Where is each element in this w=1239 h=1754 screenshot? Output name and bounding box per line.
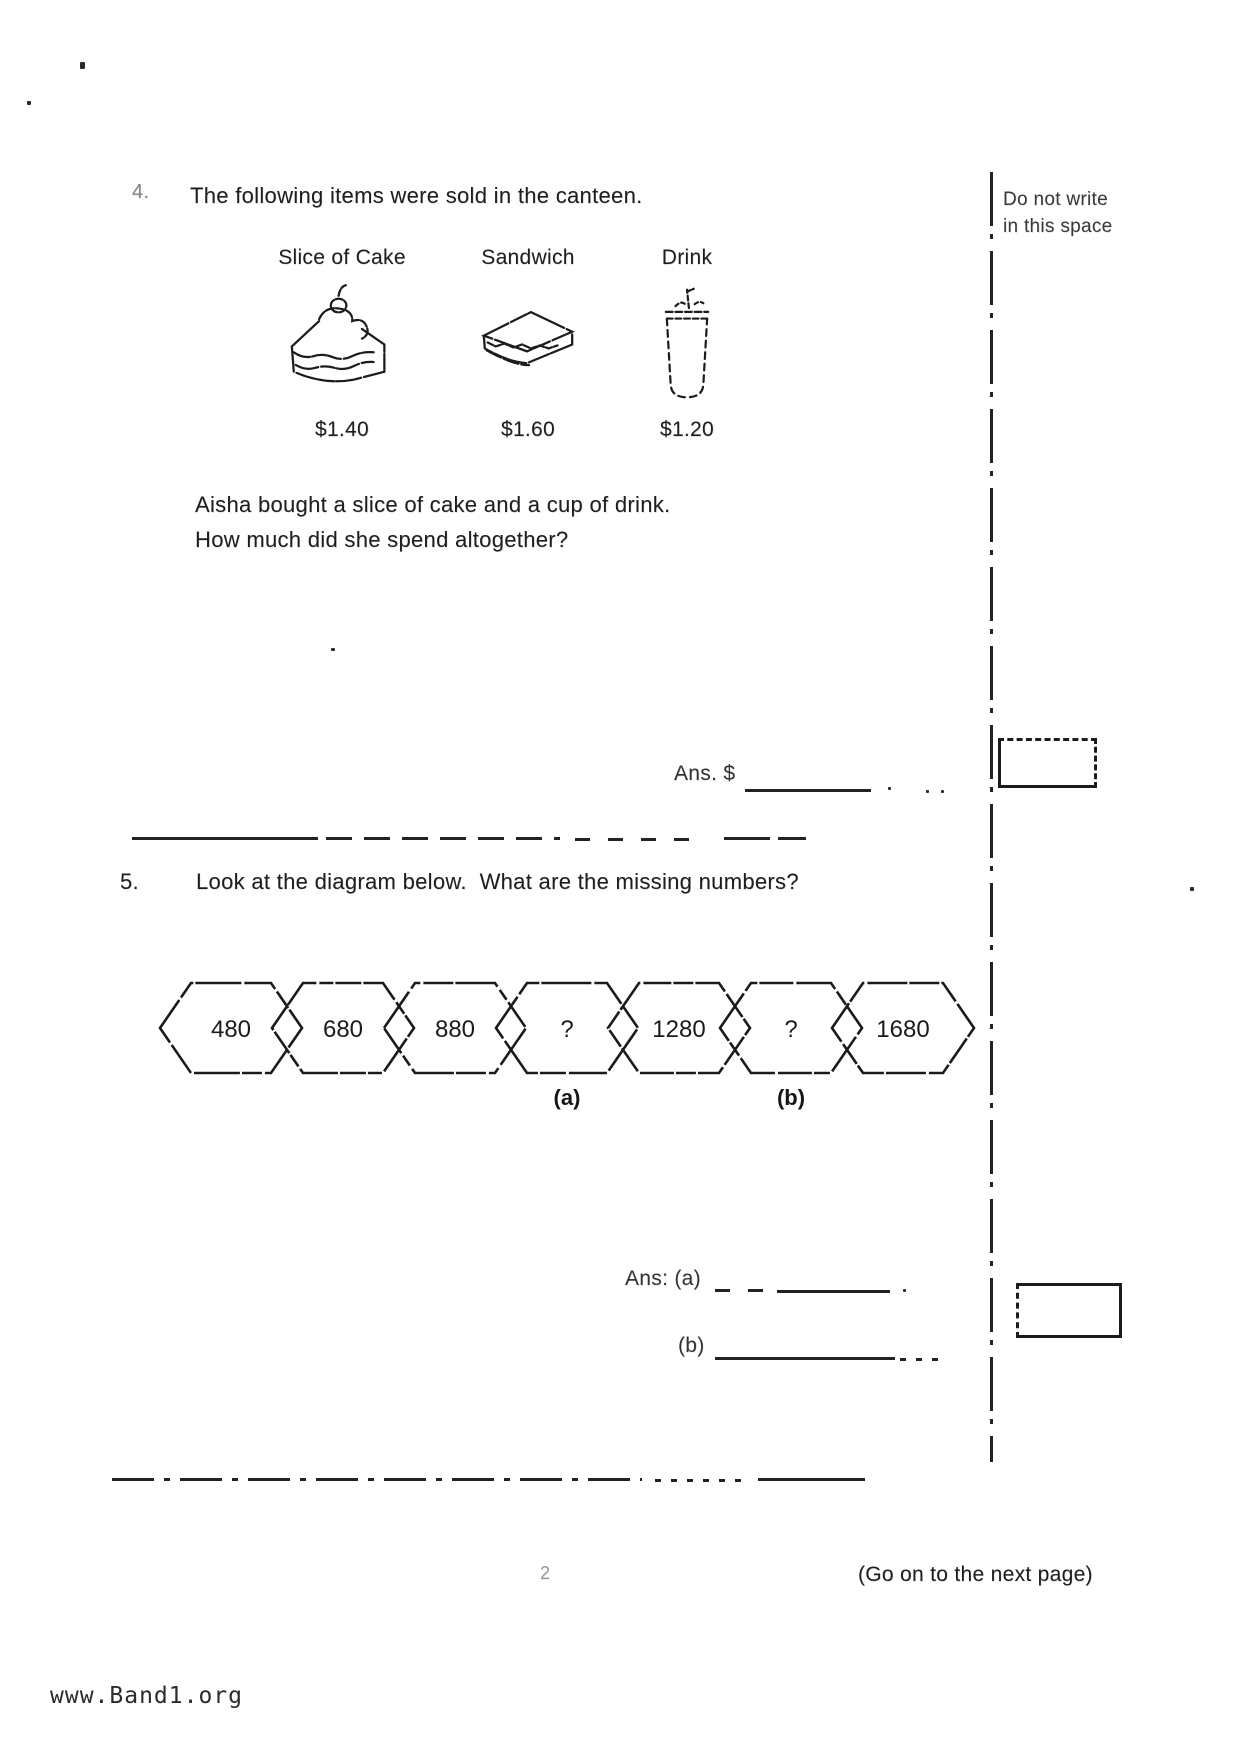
q5-answer-blank-b: [900, 1358, 948, 1361]
menu-item-sandwich: [446, 246, 610, 442]
section-separator: [724, 837, 770, 840]
hexagon-value: 1280: [652, 1016, 706, 1043]
website-watermark: www.Band1.org: [50, 1683, 244, 1709]
hexagon-value: ?: [560, 1016, 574, 1043]
scan-speck: [27, 101, 31, 105]
scan-speck: [903, 1289, 906, 1292]
sandwich-icon: [474, 270, 582, 418]
item-price-drink: $1.20: [659, 418, 715, 441]
number-chain-diagram: [150, 978, 985, 1118]
section-separator: [132, 837, 318, 840]
q5-answer-label-b: (b): [678, 1334, 705, 1357]
scan-speck: [941, 790, 944, 793]
question-4-body-line2: How much did she spend altogether?: [195, 527, 569, 552]
question-4-prompt: The following items were sold in the canteen.: [190, 183, 643, 208]
scan-speck: [926, 790, 929, 793]
hexagon-value: 880: [434, 1016, 476, 1043]
q4-marks-box: [998, 738, 1097, 788]
question-5-number: 5.: [120, 869, 139, 894]
item-label-drink: Drink: [661, 246, 713, 269]
section-separator: [326, 837, 560, 840]
scan-speck: [1190, 887, 1194, 891]
q5-answer-blank-b: [715, 1357, 895, 1360]
scan-speck: [80, 62, 85, 69]
margin-note-line2: in this space: [1003, 216, 1113, 237]
question-4-body-line1: Aisha bought a slice of cake and a cup of drink.: [195, 492, 671, 517]
scan-speck: [888, 787, 891, 790]
q5-answer-label-a: Ans: (a): [625, 1267, 701, 1290]
margin-divider-line: [990, 172, 993, 1462]
next-page-note: (Go on to the next page): [858, 1563, 1093, 1586]
section-separator: [112, 1478, 642, 1481]
section-separator: [655, 1479, 745, 1482]
q5-answer-blank-a: [777, 1290, 890, 1293]
cake-slice-icon: [286, 270, 398, 418]
section-separator: [778, 837, 806, 840]
menu-item-drink: [628, 246, 746, 442]
menu-item-cake: [258, 246, 426, 442]
section-separator: [575, 838, 700, 841]
hexagon-blank-label: (a): [553, 1085, 581, 1110]
page-number: 2: [540, 1563, 551, 1583]
q4-answer-label: Ans. $: [674, 762, 736, 785]
drink-cup-icon: [658, 270, 716, 418]
item-price-cake: $1.40: [314, 418, 370, 441]
item-label-cake: Slice of Cake: [278, 246, 406, 269]
q5-marks-box: [1016, 1283, 1122, 1338]
item-label-sandwich: Sandwich: [481, 246, 575, 269]
question-4-number: 4.: [132, 181, 150, 203]
item-price-sandwich: $1.60: [500, 418, 556, 441]
scan-speck: [331, 648, 335, 651]
hexagon-value: 1680: [876, 1016, 930, 1043]
q5-answer-blank-a: [715, 1289, 765, 1292]
hexagon-value: 480: [210, 1016, 252, 1043]
hexagon-value: ?: [784, 1016, 798, 1043]
hexagon-blank-label: (b): [776, 1085, 806, 1110]
margin-note-line1: Do not write: [1003, 189, 1108, 210]
question-5-prompt: Look at the diagram below. What are the missing numbers?: [196, 869, 799, 894]
q4-answer-blank-line: [745, 789, 871, 792]
hexagon-value: 680: [322, 1016, 364, 1043]
section-separator: [758, 1478, 865, 1481]
